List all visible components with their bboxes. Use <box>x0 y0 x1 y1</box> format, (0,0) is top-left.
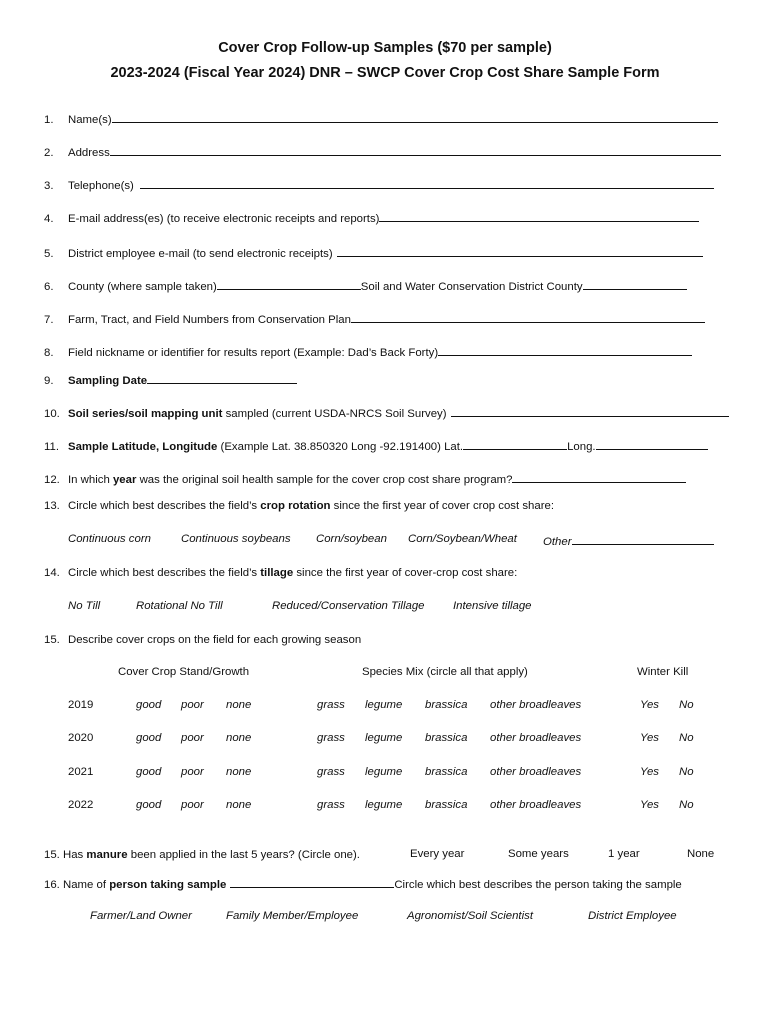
manure-option-none[interactable]: None <box>687 848 715 860</box>
question-number: 1. <box>44 114 54 126</box>
year-field[interactable] <box>512 471 686 483</box>
stand-option-none[interactable]: none <box>226 799 252 811</box>
person-option-district[interactable]: District Employee <box>588 910 677 922</box>
tillage-option-intensive[interactable]: Intensive tillage <box>453 600 532 612</box>
question-number: 15. <box>44 634 60 646</box>
telephone-field[interactable] <box>140 177 714 189</box>
stand-option-none[interactable]: none <box>226 766 252 778</box>
rotation-option-corn-soybean-wheat[interactable]: Corn/Soybean/Wheat <box>408 533 517 545</box>
stand-option-poor[interactable]: poor <box>181 699 204 711</box>
manure-option-some-years[interactable]: Some years <box>508 848 569 860</box>
rotation-other-field[interactable] <box>572 533 714 545</box>
question-bold-label: manure <box>86 849 128 861</box>
species-option-legume[interactable]: legume <box>365 732 403 744</box>
question-label: County (where sample taken) <box>68 281 217 293</box>
person-name-field[interactable] <box>230 876 394 888</box>
question-label: Field nickname or identifier for results report (Example: Dad’s Back Forty) <box>68 347 439 359</box>
question-label: Circle which best describes the person taking the sample <box>394 879 682 891</box>
question-number: 7. <box>44 314 54 326</box>
question-crop-rotation <box>44 499 554 513</box>
species-option-other-broadleaves[interactable]: other broadleaves <box>490 699 582 711</box>
question-county <box>44 278 687 294</box>
field-nickname-field[interactable] <box>438 344 692 356</box>
question-person <box>44 876 682 892</box>
question-bold-label: tillage <box>260 567 294 579</box>
person-option-farmer[interactable]: Farmer/Land Owner <box>90 910 192 922</box>
question-label: Address <box>68 147 110 159</box>
question-number: 3. <box>44 180 54 192</box>
stand-option-good[interactable]: good <box>136 799 162 811</box>
rotation-option-continuous-corn[interactable]: Continuous corn <box>68 533 151 545</box>
question-label: (Example Lat. 38.850320 Long -92.191400) Lat. <box>217 441 464 453</box>
question-label: Circle which best describes the field’s <box>68 567 261 579</box>
winter-kill-option-yes[interactable]: Yes <box>640 766 659 778</box>
question-label: Farm, Tract, and Field Numbers from Conservation Plan <box>68 314 351 326</box>
question-label: was the original soil health sample for the cover crop cost share program? <box>136 474 513 486</box>
latitude-field[interactable] <box>463 438 567 450</box>
email-field[interactable] <box>379 210 699 222</box>
farm-tract-field[interactable] <box>351 311 705 323</box>
question-number: 6. <box>44 281 54 293</box>
rotation-option-other[interactable] <box>543 533 714 548</box>
question-label: Name(s) <box>68 114 112 126</box>
question-label: In which <box>68 474 113 486</box>
manure-option-1-year[interactable]: 1 year <box>608 848 640 860</box>
winter-kill-option-no[interactable]: No <box>679 699 694 711</box>
question-farm-tract <box>44 311 705 327</box>
name-field[interactable] <box>112 111 718 123</box>
table-header-winter-kill: Winter Kill <box>637 666 689 678</box>
question-tillage <box>44 566 517 580</box>
table-year: 2019 <box>68 699 94 711</box>
winter-kill-option-no[interactable]: No <box>679 766 694 778</box>
swcd-county-field[interactable] <box>583 278 687 290</box>
question-label: District employee e-mail (to send electronic receipts) <box>68 248 333 260</box>
stand-option-good[interactable]: good <box>136 732 162 744</box>
table-year: 2022 <box>68 799 94 811</box>
question-number: 14. <box>44 567 60 579</box>
rotation-other-label: Other <box>543 536 572 548</box>
question-email <box>44 210 699 226</box>
stand-option-poor[interactable]: poor <box>181 799 204 811</box>
address-field[interactable] <box>110 144 721 156</box>
stand-option-none[interactable]: none <box>226 699 252 711</box>
question-label: Long. <box>567 441 596 453</box>
stand-option-poor[interactable]: poor <box>181 732 204 744</box>
question-bold-label: year <box>112 474 137 486</box>
species-option-grass[interactable]: grass <box>317 766 345 778</box>
stand-option-poor[interactable]: poor <box>181 766 204 778</box>
question-name <box>44 111 718 127</box>
question-bold-label: Sample Latitude, Longitude <box>68 441 218 453</box>
county-field[interactable] <box>217 278 361 290</box>
question-cover-crops <box>44 633 361 647</box>
question-label: Circle which best describes the field’s <box>68 500 261 512</box>
question-number: 8. <box>44 347 54 359</box>
question-number: 11. <box>44 441 59 453</box>
question-number: 9. <box>44 375 54 387</box>
question-label: been applied in the last 5 years? (Circle one). <box>127 849 360 861</box>
table-header-stand: Cover Crop Stand/Growth <box>118 666 250 678</box>
question-number: 12. <box>44 474 60 486</box>
species-option-other-broadleaves[interactable]: other broadleaves <box>490 732 582 744</box>
person-option-agronomist[interactable]: Agronomist/Soil Scientist <box>407 910 533 922</box>
tillage-option-rotational-no-till[interactable]: Rotational No Till <box>136 600 223 612</box>
form-subtitle: 2023-2024 (Fiscal Year 2024) DNR – SWCP Cover Crop Cost Share Sample Form <box>110 65 660 81</box>
question-number: 4. <box>44 213 54 225</box>
table-header-species: Species Mix (circle all that apply) <box>362 666 528 678</box>
species-option-other-broadleaves[interactable]: other broadleaves <box>490 766 582 778</box>
table-year: 2020 <box>68 732 94 744</box>
species-option-brassica[interactable]: brassica <box>425 732 468 744</box>
winter-kill-option-yes[interactable]: Yes <box>640 732 659 744</box>
question-label: since the first year of cover-crop cost share: <box>293 567 518 579</box>
district-email-field[interactable] <box>337 245 703 257</box>
question-manure <box>44 848 360 862</box>
question-label: Telephone(s) <box>68 180 134 192</box>
stand-option-none[interactable]: none <box>226 732 252 744</box>
table-year: 2021 <box>68 766 94 778</box>
question-bold-label: person taking sample <box>109 879 227 891</box>
question-label: E-mail address(es) (to receive electronic receipts and reports) <box>68 213 380 225</box>
question-label: since the first year of cover crop cost share: <box>330 500 554 512</box>
question-sampling-date <box>44 372 297 388</box>
question-lat-long <box>44 438 708 454</box>
question-number: 5. <box>44 248 54 260</box>
question-bold-label: crop rotation <box>260 500 331 512</box>
question-label: Soil and Water Conservation District County <box>360 281 583 293</box>
winter-kill-option-yes[interactable]: Yes <box>640 699 659 711</box>
sampling-date-field[interactable] <box>147 372 297 384</box>
person-option-family[interactable]: Family Member/Employee <box>226 910 359 922</box>
species-option-legume[interactable]: legume <box>365 799 403 811</box>
question-number: 10. <box>44 408 60 420</box>
question-bold-label: Soil series/soil mapping unit <box>68 408 223 420</box>
question-telephone <box>44 177 714 193</box>
question-label: 16. Name of <box>44 879 110 891</box>
question-district-email <box>44 245 703 261</box>
winter-kill-option-yes[interactable]: Yes <box>640 799 659 811</box>
stand-option-good[interactable]: good <box>136 699 162 711</box>
question-year <box>44 471 686 487</box>
winter-kill-option-no[interactable]: No <box>679 732 694 744</box>
rotation-option-corn-soybean[interactable]: Corn/soybean <box>316 533 387 545</box>
question-label: 15. Has <box>44 849 87 861</box>
stand-option-good[interactable]: good <box>136 766 162 778</box>
rotation-option-continuous-soybeans[interactable]: Continuous soybeans <box>181 533 291 545</box>
winter-kill-option-no[interactable]: No <box>679 799 694 811</box>
species-option-legume[interactable]: legume <box>365 699 403 711</box>
tillage-option-reduced[interactable]: Reduced/Conservation Tillage <box>272 600 425 612</box>
tillage-option-no-till[interactable]: No Till <box>68 600 101 612</box>
species-option-brassica[interactable]: brassica <box>425 699 468 711</box>
species-option-grass[interactable]: grass <box>317 732 345 744</box>
question-field-nickname <box>44 344 692 360</box>
species-option-grass[interactable]: grass <box>317 699 345 711</box>
form-title: Cover Crop Follow-up Samples ($70 per sample) <box>218 40 552 56</box>
question-number: 13. <box>44 500 60 512</box>
question-soil-series <box>44 405 729 421</box>
species-option-brassica[interactable]: brassica <box>425 799 468 811</box>
soil-series-field[interactable] <box>451 405 729 417</box>
question-number: 2. <box>44 147 54 159</box>
manure-option-every-year[interactable]: Every year <box>410 848 465 860</box>
longitude-field[interactable] <box>596 438 708 450</box>
question-label: sampled (current USDA-NRCS Soil Survey) <box>222 408 447 420</box>
question-label: Sampling Date <box>68 375 148 387</box>
species-option-legume[interactable]: legume <box>365 766 403 778</box>
species-option-other-broadleaves[interactable]: other broadleaves <box>490 799 582 811</box>
species-option-grass[interactable]: grass <box>317 799 345 811</box>
question-label: Describe cover crops on the field for each growing season <box>68 634 362 646</box>
species-option-brassica[interactable]: brassica <box>425 766 468 778</box>
question-address <box>44 144 721 160</box>
